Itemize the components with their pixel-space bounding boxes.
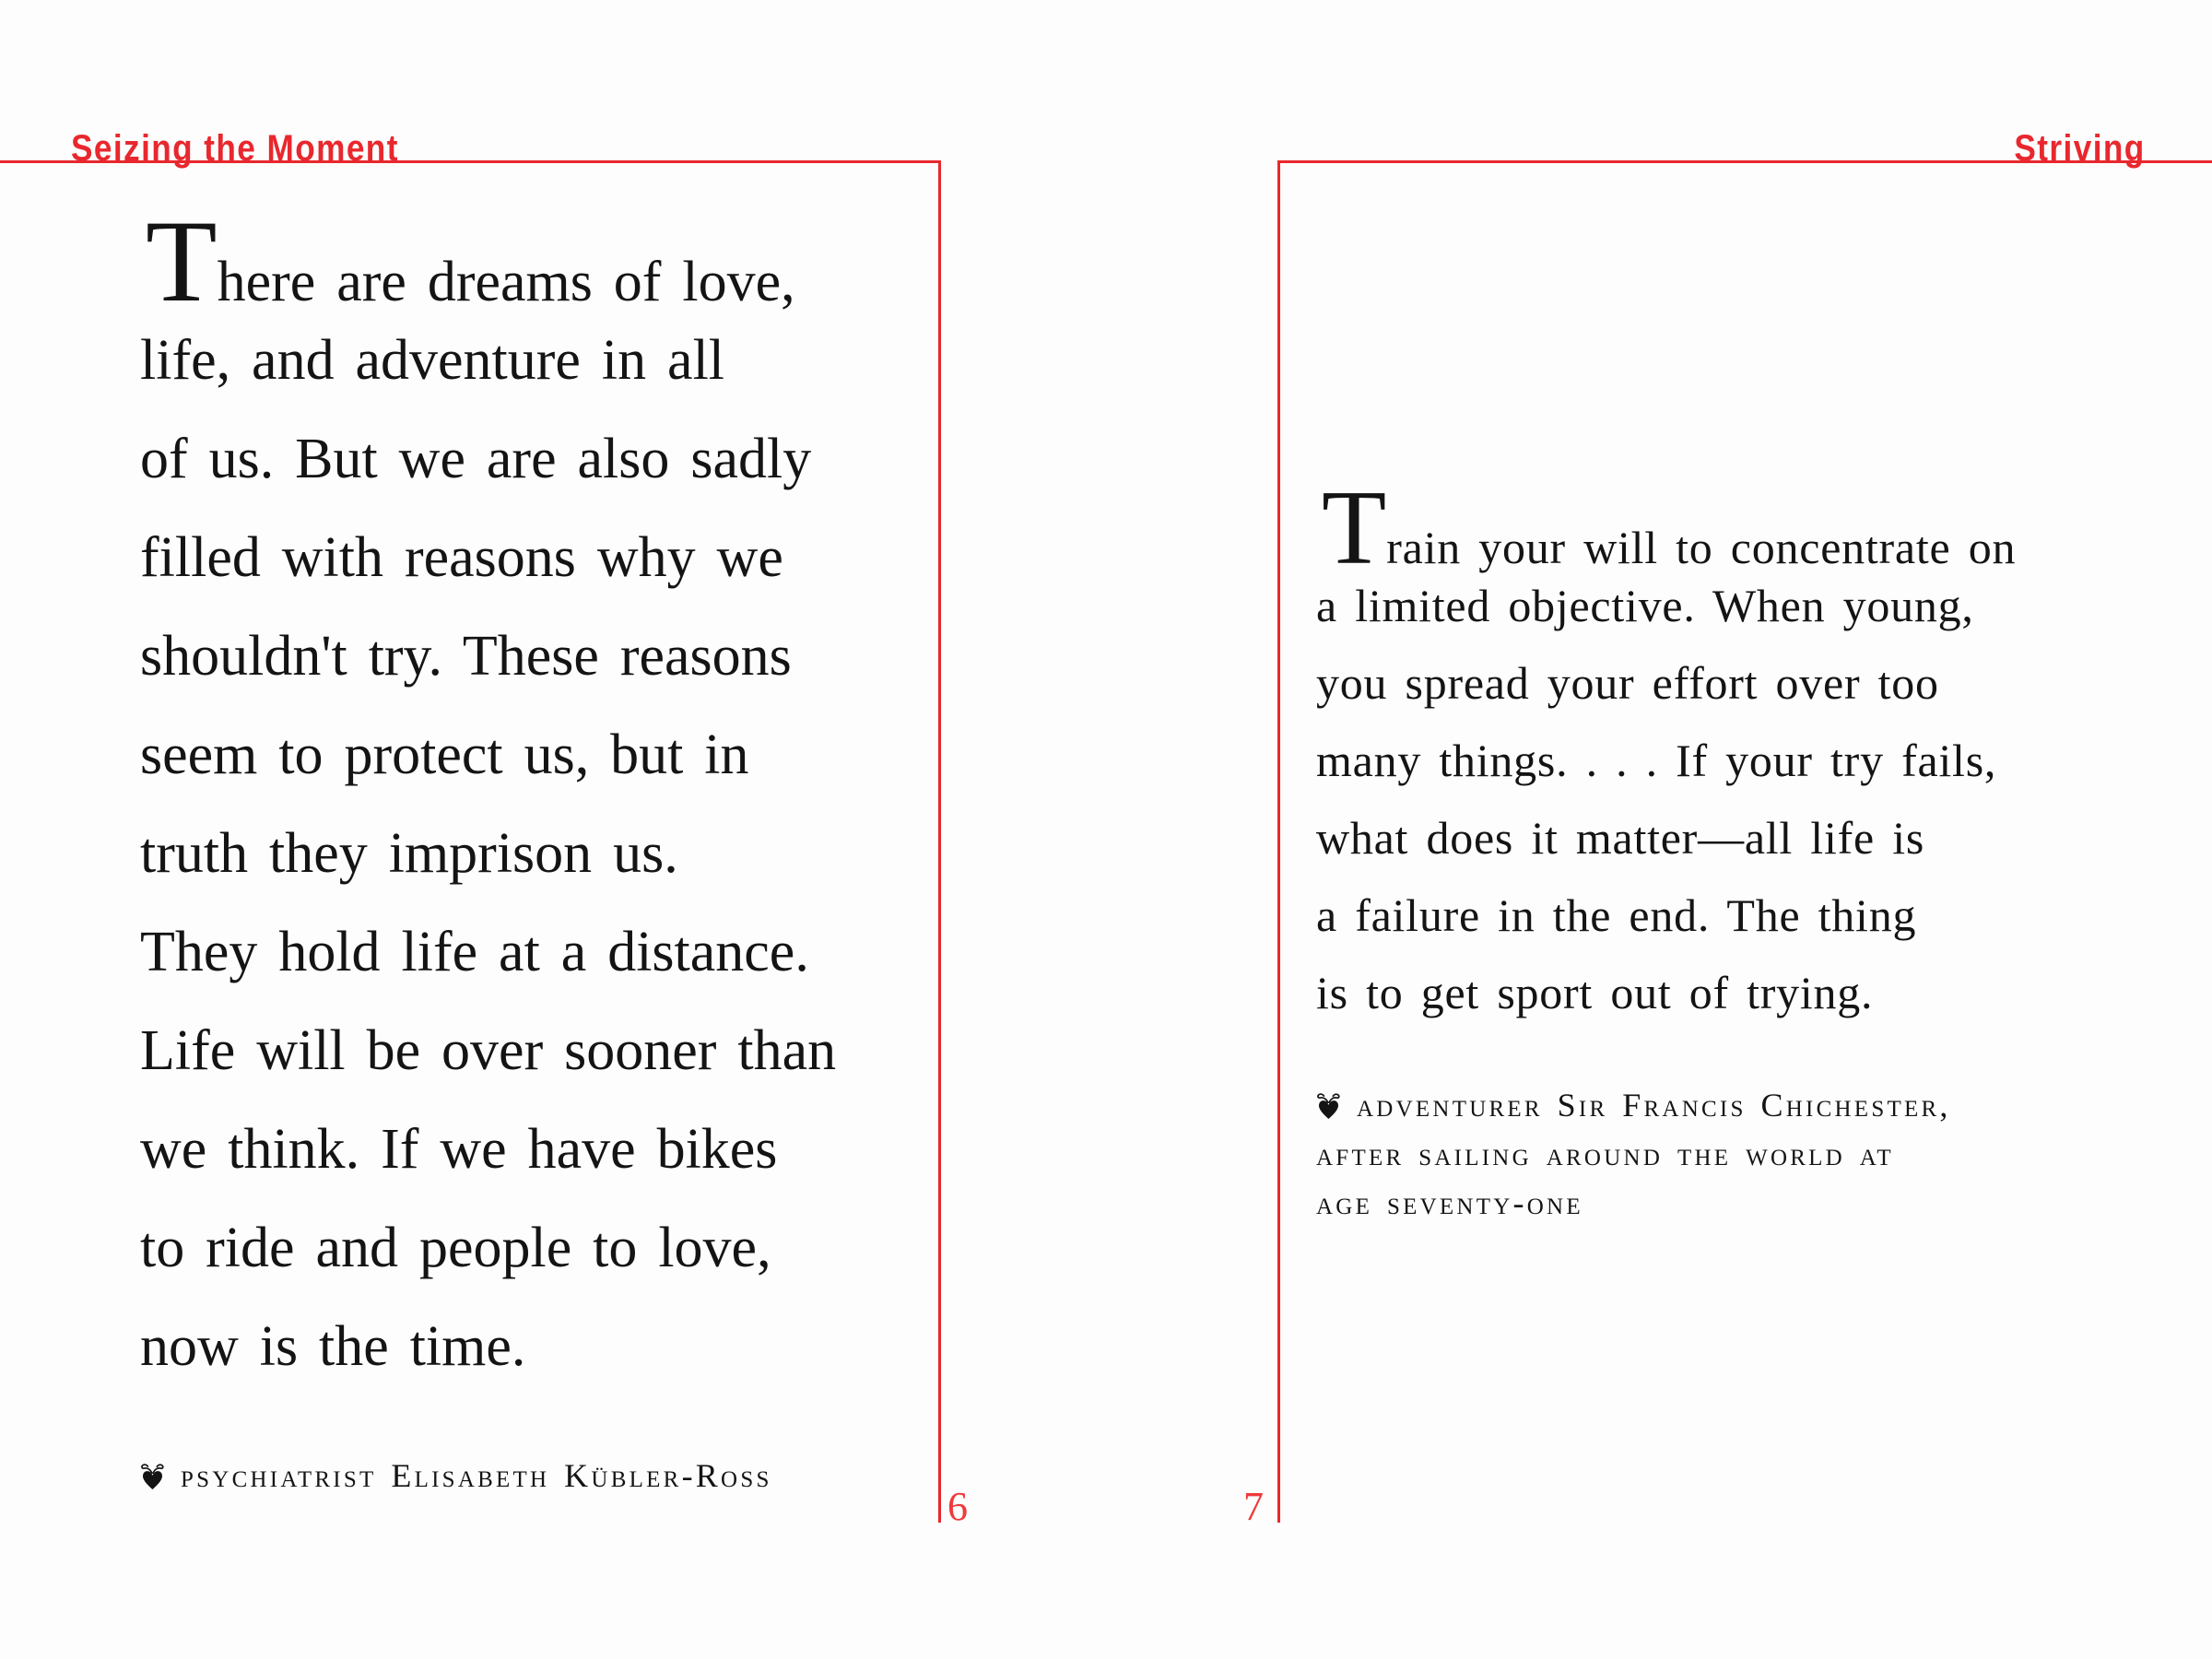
attribution-line (1316, 1081, 1951, 1130)
quote-line-text: here are dreams of love, (217, 251, 795, 313)
right-page-gutter-rule (1277, 160, 1280, 1523)
floral-heart-icon (1316, 1091, 1341, 1120)
right-running-head: Striving (2014, 128, 2146, 169)
drop-initial: T (1322, 469, 1387, 586)
quote-line: many things. . . . If your try fails, (1316, 735, 1997, 786)
quote-line-text: rain your will to concentrate on (1386, 522, 2017, 573)
attribution-text: psychiatrist Elisabeth Kübler-Ross (181, 1457, 772, 1494)
quote-line: seem to protect us, but in (140, 724, 749, 786)
quote-line: a limited objective. When young, (1316, 580, 1974, 631)
quote-line: Life will be over sooner than (140, 1019, 837, 1082)
quote-line: filled with reasons why we (140, 526, 783, 589)
quote-line (1316, 469, 2017, 586)
quote-line: They hold life at a distance. (140, 921, 809, 983)
quote-line: is to get sport out of trying. (1316, 967, 1874, 1018)
quote-line: now is the time. (140, 1315, 526, 1378)
left-running-head: Seizing the Moment (71, 128, 399, 169)
attribution-line: age seventy-one (1316, 1184, 1583, 1221)
quote-line: life, and adventure in all (140, 329, 725, 392)
quote-line: you spread your effort over too (1316, 657, 1939, 709)
left-quote (140, 197, 837, 1396)
floral-heart-icon (140, 1462, 165, 1490)
right-quote (1316, 469, 2017, 1031)
left-page-gutter-rule (938, 160, 941, 1523)
quote-line: a failure in the end. The thing (1316, 889, 1917, 941)
quote-line: truth they imprison us. (140, 822, 678, 885)
drop-initial: T (146, 197, 218, 326)
quote-line (140, 197, 836, 326)
left-attribution (140, 1457, 772, 1494)
quote-line: of us. But we are also sadly (140, 428, 812, 490)
left-page-number: 6 (947, 1484, 968, 1529)
attribution-text: adventurer Sir Francis Chichester, (1357, 1087, 1951, 1124)
quote-line: shouldn't try. These reasons (140, 625, 792, 688)
quote-line: to ride and people to love, (140, 1217, 771, 1279)
attribution-line: after sailing around the world at (1316, 1135, 1894, 1172)
quote-line: what does it matter—all life is (1316, 812, 1925, 864)
quote-line: we think. If we have bikes (140, 1118, 778, 1181)
right-attribution (1316, 1081, 1951, 1228)
right-page-number: 7 (1243, 1484, 1264, 1529)
